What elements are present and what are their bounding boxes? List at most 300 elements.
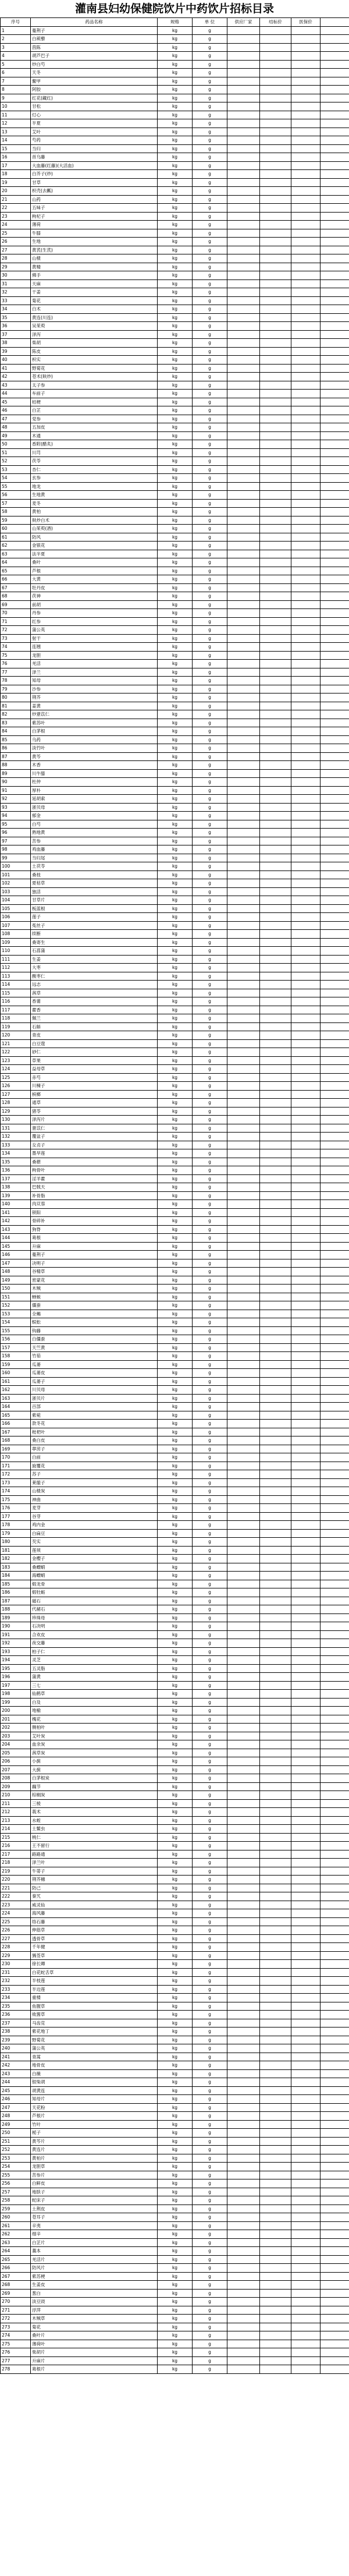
cell-supplier <box>227 1563 260 1572</box>
cell-price <box>291 1749 320 1757</box>
cell-unit: g <box>193 1968 227 1977</box>
cell-price <box>291 1149 320 1158</box>
cell-extra <box>320 1369 349 1378</box>
cell-unit: g <box>193 947 227 956</box>
cell-extra <box>320 1208 349 1217</box>
cell-supplier <box>227 2044 260 2053</box>
table-row <box>1 887 349 896</box>
cell-supplier <box>227 1597 260 1605</box>
cell-bid-price <box>260 1217 291 1226</box>
cell-supplier <box>227 1462 260 1470</box>
cell-extra <box>320 1487 349 1496</box>
cell-supplier <box>227 1065 260 1074</box>
cell-name: 麸炒白术 <box>31 516 158 525</box>
cell-unit: g <box>193 516 227 525</box>
cell-bid-price <box>260 1749 291 1757</box>
cell-bid-price <box>260 1504 291 1513</box>
cell-bid-price <box>260 1707 291 1715</box>
cell-price <box>291 1293 320 1301</box>
cell-no: 207 <box>1 1765 31 1774</box>
cell-extra <box>320 862 349 871</box>
cell-extra <box>320 626 349 635</box>
cell-unit: g <box>193 1099 227 1107</box>
cell-extra <box>320 955 349 964</box>
cell-spec: kg <box>158 364 193 373</box>
cell-spec: kg <box>158 2255 193 2264</box>
cell-supplier <box>227 2061 260 2070</box>
cell-unit: g <box>193 1892 227 1901</box>
cell-unit: g <box>193 752 227 761</box>
cell-extra <box>320 829 349 837</box>
cell-price <box>291 592 320 601</box>
cell-price <box>291 1867 320 1876</box>
cell-spec: kg <box>158 1917 193 1926</box>
cell-unit: g <box>193 482 227 491</box>
cell-no: 70 <box>1 609 31 618</box>
cell-supplier <box>227 1791 260 1800</box>
cell-unit: g <box>193 1504 227 1513</box>
cell-unit: g <box>193 1521 227 1530</box>
cell-price <box>291 1842 320 1850</box>
col-header-name: 药品名称 <box>31 18 158 27</box>
table-row <box>1 921 349 930</box>
cell-bid-price <box>260 542 291 550</box>
table-row <box>1 102 349 111</box>
cell-bid-price <box>260 491 291 500</box>
cell-supplier <box>227 2146 260 2154</box>
cell-name: 白豆蔻 <box>31 1039 158 1048</box>
cell-supplier <box>227 685 260 693</box>
cell-name: 灵芝 <box>31 1656 158 1665</box>
cell-spec: kg <box>158 1597 193 1605</box>
cell-bid-price <box>260 735 291 744</box>
cell-name: 升麻 <box>31 1242 158 1251</box>
cell-no: 28 <box>1 254 31 263</box>
cell-name: 茯神 <box>31 592 158 601</box>
cell-no: 154 <box>1 1318 31 1327</box>
cell-price <box>291 313 320 322</box>
cell-unit: g <box>193 2188 227 2196</box>
cell-name: 炒白芍 <box>31 60 158 69</box>
cell-no: 249 <box>1 2120 31 2129</box>
cell-unit: g <box>193 1343 227 1352</box>
cell-unit: g <box>193 1943 227 1952</box>
cell-price <box>291 423 320 432</box>
cell-bid-price <box>260 128 291 136</box>
cell-name: 百部 <box>31 1403 158 1411</box>
cell-bid-price <box>260 1563 291 1572</box>
cell-no: 80 <box>1 693 31 702</box>
cell-spec: kg <box>158 761 193 770</box>
cell-unit: g <box>193 2315 227 2323</box>
cell-bid-price <box>260 896 291 905</box>
table-row <box>1 1478 349 1487</box>
cell-price <box>291 516 320 525</box>
cell-price <box>291 1411 320 1420</box>
cell-price <box>291 1031 320 1040</box>
cell-spec: kg <box>158 1462 193 1470</box>
cell-bid-price <box>260 119 291 128</box>
cell-unit: g <box>193 1613 227 1622</box>
cell-no: 179 <box>1 1529 31 1538</box>
cell-price <box>291 1268 320 1276</box>
cell-supplier <box>227 2069 260 2078</box>
cell-extra <box>320 1242 349 1251</box>
cell-unit: g <box>193 1056 227 1065</box>
cell-price <box>291 136 320 145</box>
cell-supplier <box>227 1133 260 1141</box>
cell-spec: kg <box>158 2163 193 2171</box>
cell-no: 221 <box>1 1884 31 1892</box>
cell-bid-price <box>260 702 291 710</box>
cell-price <box>291 221 320 229</box>
cell-unit: g <box>193 1825 227 1834</box>
cell-extra <box>320 204 349 213</box>
cell-bid-price <box>260 347 291 356</box>
cell-bid-price <box>260 1572 291 1580</box>
cell-unit: g <box>193 263 227 271</box>
cell-bid-price <box>260 254 291 263</box>
cell-price <box>291 1673 320 1682</box>
table-row <box>1 1183 349 1192</box>
cell-extra <box>320 1453 349 1462</box>
cell-name: 苍耳子 <box>31 2213 158 2222</box>
cell-supplier <box>227 322 260 331</box>
cell-bid-price <box>260 1470 291 1479</box>
cell-name: 猪苓 <box>31 1107 158 1116</box>
cell-name: 羌活 <box>31 660 158 668</box>
cell-spec: kg <box>158 862 193 871</box>
table-row <box>1 651 349 660</box>
cell-bid-price <box>260 77 291 86</box>
cell-price <box>291 102 320 111</box>
cell-no: 223 <box>1 1901 31 1909</box>
cell-spec: kg <box>158 128 193 136</box>
table-row <box>1 1006 349 1014</box>
cell-price <box>291 1403 320 1411</box>
cell-bid-price <box>260 955 291 964</box>
cell-supplier <box>227 1056 260 1065</box>
table-row <box>1 913 349 922</box>
cell-unit: g <box>193 2356 227 2365</box>
table-row <box>1 1259 349 1268</box>
cell-supplier <box>227 972 260 981</box>
cell-no: 224 <box>1 1909 31 1918</box>
cell-bid-price <box>260 651 291 660</box>
cell-bid-price <box>260 2247 291 2256</box>
cell-extra <box>320 1757 349 1766</box>
table-row <box>1 94 349 102</box>
cell-supplier <box>227 1825 260 1834</box>
cell-unit: g <box>193 533 227 542</box>
cell-name: 黄柏 <box>31 508 158 516</box>
cell-price <box>291 2086 320 2095</box>
table-row <box>1 313 349 322</box>
table-row <box>1 677 349 685</box>
cell-extra <box>320 2213 349 2222</box>
cell-extra <box>320 77 349 86</box>
cell-no: 168 <box>1 1436 31 1445</box>
cell-price <box>291 1833 320 1842</box>
cell-no: 32 <box>1 288 31 297</box>
cell-spec: kg <box>158 26 193 35</box>
cell-spec: kg <box>158 1242 193 1251</box>
cell-supplier <box>227 1141 260 1149</box>
cell-name: 栀子 <box>31 2129 158 2138</box>
cell-extra <box>320 431 349 440</box>
cell-price <box>291 1926 320 1935</box>
cell-no: 116 <box>1 997 31 1006</box>
cell-name: 独活 <box>31 887 158 896</box>
cell-supplier <box>227 550 260 558</box>
cell-extra <box>320 94 349 102</box>
cell-unit: g <box>193 609 227 618</box>
cell-no: 278 <box>1 2365 31 2374</box>
cell-no: 54 <box>1 474 31 483</box>
cell-no: 96 <box>1 829 31 837</box>
cell-extra <box>320 35 349 44</box>
cell-no: 64 <box>1 558 31 567</box>
cell-supplier <box>227 448 260 457</box>
cell-extra <box>320 1073 349 1082</box>
cell-spec: kg <box>158 1022 193 1031</box>
cell-bid-price <box>260 1478 291 1487</box>
cell-name: 淡豆豉 <box>31 2298 158 2306</box>
cell-unit: g <box>193 1994 227 2002</box>
cell-name: 秦艽 <box>31 1892 158 1901</box>
cell-supplier <box>227 558 260 567</box>
cell-supplier <box>227 373 260 381</box>
cell-price <box>291 2171 320 2179</box>
cell-bid-price <box>260 1681 291 1690</box>
cell-bid-price <box>260 1917 291 1926</box>
cell-unit: g <box>193 1326 227 1335</box>
cell-price <box>291 271 320 280</box>
table-row <box>1 2137 349 2146</box>
table-row <box>1 1656 349 1665</box>
cell-unit: g <box>193 1116 227 1124</box>
cell-unit: g <box>193 2213 227 2222</box>
cell-unit: g <box>193 550 227 558</box>
cell-supplier <box>227 1630 260 1639</box>
cell-no: 253 <box>1 2154 31 2163</box>
cell-name: 玄参 <box>31 474 158 483</box>
cell-price <box>291 322 320 331</box>
cell-no: 102 <box>1 879 31 888</box>
cell-extra <box>320 1183 349 1192</box>
table-row <box>1 2365 349 2374</box>
cell-no: 37 <box>1 330 31 339</box>
cell-bid-price <box>260 778 291 787</box>
cell-name: 伸筋草 <box>31 1926 158 1935</box>
table-row <box>1 2247 349 2256</box>
cell-extra <box>320 1707 349 1715</box>
cell-name: 骨碎补 <box>31 1217 158 1226</box>
cell-spec: kg <box>158 567 193 575</box>
cell-name: 苍术(麸炒) <box>31 373 158 381</box>
cell-unit: g <box>193 296 227 305</box>
cell-extra <box>320 972 349 981</box>
cell-spec: kg <box>158 1521 193 1530</box>
cell-unit: g <box>193 981 227 989</box>
cell-bid-price <box>260 2146 291 2154</box>
cell-supplier <box>227 845 260 854</box>
cell-no: 107 <box>1 921 31 930</box>
cell-name: 三棱 <box>31 1799 158 1808</box>
cell-spec: kg <box>158 474 193 483</box>
table-row <box>1 871 349 879</box>
cell-name: 泽泻 <box>31 330 158 339</box>
cell-extra <box>320 1782 349 1791</box>
cell-name: 小蓟 <box>31 1757 158 1766</box>
cell-extra <box>320 1563 349 1572</box>
cell-bid-price <box>260 1985 291 1994</box>
cell-extra <box>320 2011 349 2019</box>
cell-unit: g <box>193 1428 227 1436</box>
cell-unit: g <box>193 2264 227 2273</box>
cell-extra <box>320 1917 349 1926</box>
cell-supplier <box>227 778 260 787</box>
cell-no: 177 <box>1 1512 31 1521</box>
cell-bid-price <box>260 829 291 837</box>
cell-no: 211 <box>1 1799 31 1808</box>
cell-bid-price <box>260 1740 291 1749</box>
cell-supplier <box>227 2086 260 2095</box>
cell-unit: g <box>193 77 227 86</box>
cell-unit: g <box>193 1073 227 1082</box>
cell-no: 141 <box>1 1208 31 1217</box>
cell-extra <box>320 2272 349 2281</box>
cell-name: 千年健 <box>31 1943 158 1952</box>
cell-no: 84 <box>1 727 31 736</box>
cell-unit: g <box>193 1141 227 1149</box>
cell-bid-price <box>260 989 291 997</box>
cell-name: 葱白 <box>31 2289 158 2298</box>
cell-extra <box>320 1462 349 1470</box>
cell-bid-price <box>260 1251 291 1259</box>
cell-supplier <box>227 583 260 592</box>
cell-unit: g <box>193 2129 227 2138</box>
table-row <box>1 879 349 888</box>
cell-bid-price <box>260 710 291 719</box>
cell-name: 熟地黄 <box>31 829 158 837</box>
cell-spec: kg <box>158 415 193 423</box>
cell-price <box>291 1546 320 1555</box>
cell-spec: kg <box>158 1867 193 1876</box>
cell-name: 川贝母 <box>31 1386 158 1395</box>
cell-no: 230 <box>1 1960 31 1969</box>
table-row <box>1 1039 349 1048</box>
cell-unit: g <box>193 170 227 179</box>
cell-extra <box>320 837 349 845</box>
cell-spec: kg <box>158 1276 193 1285</box>
cell-no: 65 <box>1 567 31 575</box>
cell-price <box>291 1588 320 1597</box>
cell-spec: kg <box>158 1099 193 1107</box>
cell-extra <box>320 111 349 119</box>
table-row <box>1 938 349 947</box>
cell-bid-price <box>260 1597 291 1605</box>
table-row <box>1 1242 349 1251</box>
cell-bid-price <box>260 752 291 761</box>
cell-price <box>291 837 320 845</box>
cell-price <box>291 930 320 939</box>
cell-unit: g <box>193 1960 227 1969</box>
cell-spec: kg <box>158 1116 193 1124</box>
cell-bid-price <box>260 2002 291 2011</box>
cell-price <box>291 1056 320 1065</box>
cell-supplier <box>227 677 260 685</box>
cell-name: 五灵脂 <box>31 1664 158 1673</box>
cell-no: 145 <box>1 1242 31 1251</box>
cell-price <box>291 735 320 744</box>
cell-price <box>291 1808 320 1817</box>
cell-price <box>291 60 320 69</box>
cell-supplier <box>227 1031 260 1040</box>
cell-price <box>291 2230 320 2239</box>
col-header-bid-price: 结标价 <box>260 18 291 27</box>
cell-spec: kg <box>158 550 193 558</box>
cell-price <box>291 1892 320 1901</box>
cell-supplier <box>227 651 260 660</box>
cell-spec: kg <box>158 955 193 964</box>
table-row <box>1 1377 349 1386</box>
cell-price <box>291 1158 320 1166</box>
cell-spec: kg <box>158 204 193 213</box>
table-row <box>1 1352 349 1361</box>
cell-bid-price <box>260 2095 291 2104</box>
cell-no: 205 <box>1 1749 31 1757</box>
table-row <box>1 2036 349 2044</box>
cell-bid-price <box>260 1411 291 1420</box>
cell-supplier <box>227 1613 260 1622</box>
table-row <box>1 229 349 238</box>
cell-spec: kg <box>158 1352 193 1361</box>
cell-spec: kg <box>158 1808 193 1817</box>
cell-price <box>291 2255 320 2264</box>
table-row <box>1 1512 349 1521</box>
cell-extra <box>320 1850 349 1859</box>
cell-supplier <box>227 744 260 753</box>
cell-supplier <box>227 2306 260 2315</box>
cell-name: 辛夷 <box>31 2221 158 2230</box>
cell-bid-price <box>260 373 291 381</box>
cell-extra <box>320 119 349 128</box>
cell-supplier <box>227 102 260 111</box>
cell-unit: g <box>193 558 227 567</box>
table-row <box>1 778 349 787</box>
cell-spec: kg <box>158 1850 193 1859</box>
table-row <box>1 322 349 331</box>
cell-unit: g <box>193 989 227 997</box>
cell-supplier <box>227 1301 260 1310</box>
cell-no: 186 <box>1 1588 31 1597</box>
cell-supplier <box>227 609 260 618</box>
cell-unit: g <box>193 1512 227 1521</box>
cell-no: 76 <box>1 660 31 668</box>
cell-supplier <box>227 1225 260 1234</box>
cell-spec: kg <box>158 803 193 812</box>
cell-price <box>291 119 320 128</box>
table-row <box>1 2255 349 2264</box>
cell-extra <box>320 921 349 930</box>
cell-price <box>291 1208 320 1217</box>
cell-supplier <box>227 221 260 229</box>
cell-price <box>291 390 320 398</box>
cell-price <box>291 254 320 263</box>
cell-price <box>291 111 320 119</box>
cell-spec: kg <box>158 1006 193 1014</box>
